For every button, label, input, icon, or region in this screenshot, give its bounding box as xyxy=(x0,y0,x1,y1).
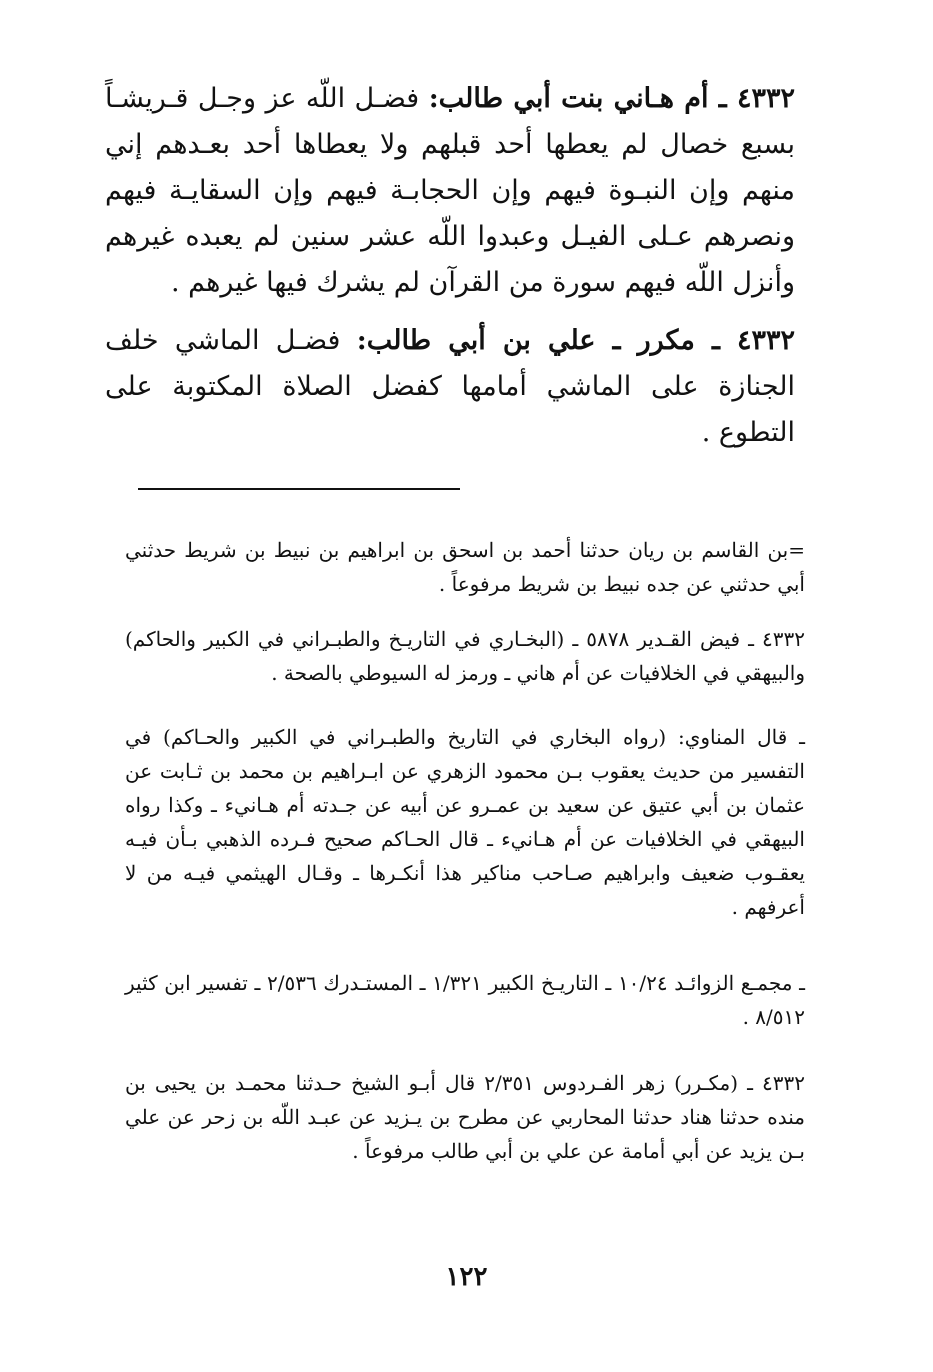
footnote-references: ـ مجمـع الزوائـد ١٠/٢٤ ـ التاريـخ الكبير ١/٣٢١ ـ المستـدرك ٢/٥٣٦ ـ تفسير ابن كثير ٨/٥١٢ . xyxy=(125,971,805,1029)
hadith-entry-4332-repeat xyxy=(105,318,795,456)
page-number: ١٢٢ xyxy=(445,1262,488,1292)
footnote-divider xyxy=(138,488,460,490)
entry-heading: ٤٣٣٢ ـ مكرر ـ علي بن أبي طالب: xyxy=(356,325,795,356)
entry-heading: ٤٣٣٢ ـ أم هـاني بنت أبي طالب: xyxy=(428,83,795,114)
hadith-entry-4332 xyxy=(105,76,795,306)
entry-text: فضـل الماشي خلف الجنازة على الماشي أمامها كفضل الصلاة المكتوبة على التطوع . xyxy=(105,325,795,448)
footnote-4332-source: ٤٣٣٢ ـ فيض القـدير ٥٨٧٨ ـ (البخـاري في التاريـخ والطبـراني في الكبير والحاكم) والبيهقي في الخلافيات عن أم هاني ـ ورمز له السيوطي بالصحة . xyxy=(125,627,805,685)
footnote-munawi-comment: ـ قال المناوي: (رواه البخاري في التاريخ والطبـراني في الكبير والحـاكم) في التفسير من حديث يعقوب بـن محمود الزهري عن ابـراهيم بن محمد بن ثـابت عن عثمان بن أبي عتيق عن سعيد بن عمـرو عن أبيه عن جـدته أم هـانيء ـ وكذا رواه البيهقي في الخلافيات عن أم هـانيء ـ قال الحـاكم صحيح فـرده الذهبي بـأن فيـه يعقـوب ضعيف وابراهيم صـاحب مناكير هذا أنكـرها ـ وقـال الهيثمي فيـه من لا أعرفهم . xyxy=(125,725,805,919)
entry-text: فضـل اللّه عز وجـل قـريشـاً بسبع خصال لم يعطها أحد قبلهم ولا يعطاها أحد بعـدهم إني منهم وإن النبـوة فيهم وإن الحجابـة فيهم وإن السقايـة فيهم ونصرهم عـلى الفيـل وعبدوا اللّه عشر سنين لم يعبده غيرهم وأنزل اللّه فيهم سورة من القرآن لم يشرك فيها غيرهم . xyxy=(105,83,795,298)
footnote-4332-repeat-source: ٤٣٣٢ ـ (مكـرر) زهر الفـردوس ٢/٣٥١ قال أبـو الشيخ حـدثنا محمـد بن يحيى بن منده حدثنا هناد حدثنا المحاربي عن مطرح بن يـزيد عن عبـد اللّه بن زحر عن علي بـن يزيد عن أبي أمامة عن علي بن أبي طالب مرفوعاً . xyxy=(125,1071,805,1163)
footnote-continuation: =بن القاسم بن ريان حدثنا أحمد بن اسحق بن ابراهيم بن نبيط بن شريط حدثني أبي حدثني عن جده نبيط بن شريط مرفوعاً . xyxy=(125,538,805,596)
